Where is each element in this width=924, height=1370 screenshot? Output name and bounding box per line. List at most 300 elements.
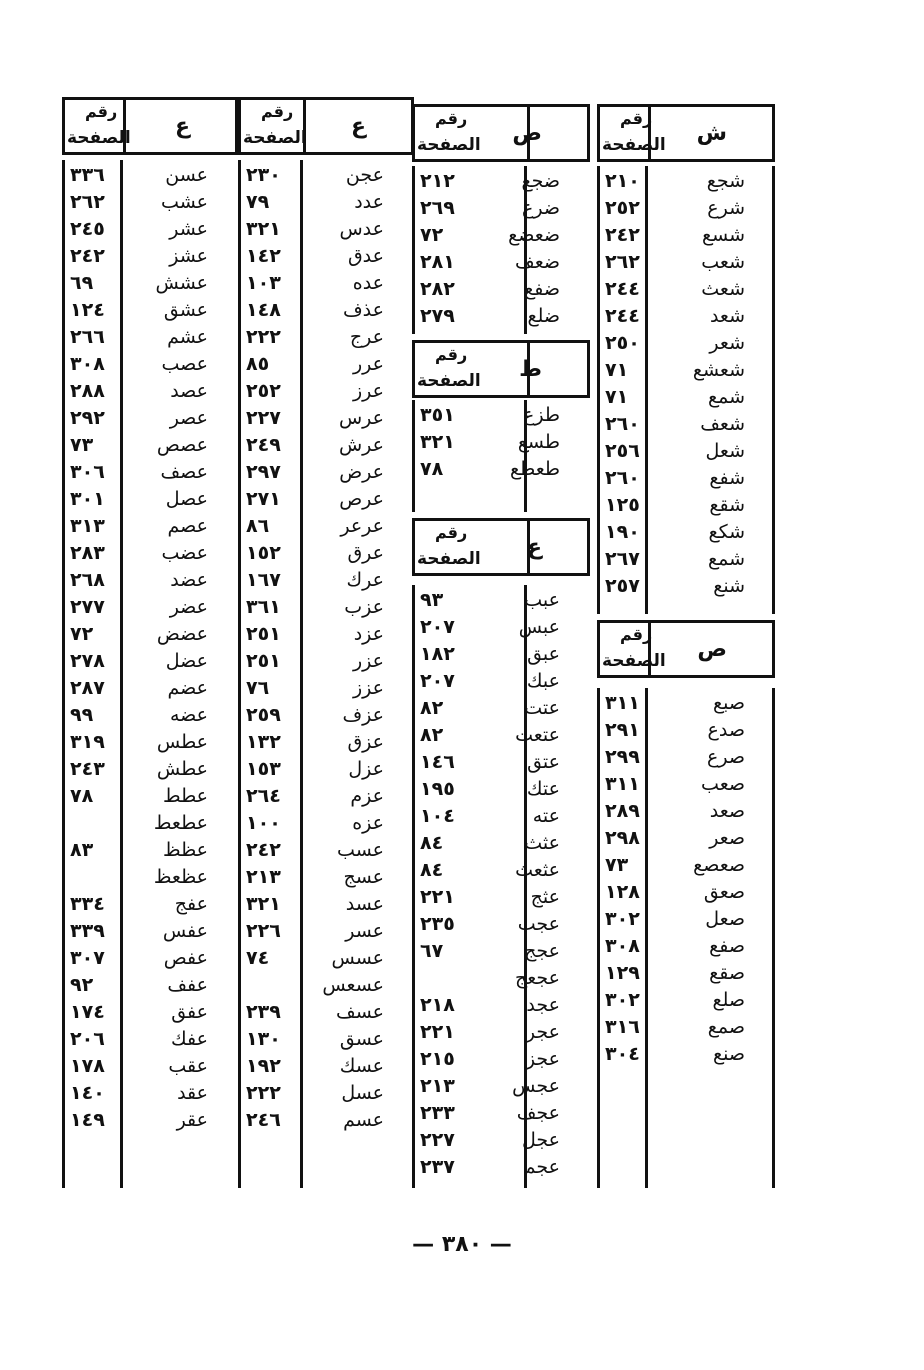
entry-page-number: ١٤٨ <box>246 299 281 321</box>
index-entry <box>238 515 414 542</box>
entry-page-number: ٢٩٨ <box>605 827 640 849</box>
header-letter: ع <box>350 114 366 139</box>
entry-root: عزل <box>348 758 384 780</box>
column-header <box>238 97 414 155</box>
entry-page-number: ٢٢٢ <box>246 1082 281 1104</box>
entry-root: صعد <box>709 800 745 822</box>
entry-page-number: ٢٣٧ <box>420 1156 455 1178</box>
entry-page-number: ١٤٦ <box>420 751 455 773</box>
entry-root: عطس <box>156 731 208 753</box>
index-entry <box>412 278 590 305</box>
index-entry <box>597 692 775 719</box>
entry-page-number: ٨٥ <box>246 353 270 375</box>
entry-page-number: ٦٧ <box>420 940 444 962</box>
entry-root: عثعث <box>515 859 560 881</box>
index-entry <box>238 785 414 812</box>
header-raqm: رقم <box>620 625 653 644</box>
index-entry <box>597 467 775 494</box>
entry-root: عرك <box>346 569 384 591</box>
entry-root: عجج <box>524 940 560 962</box>
entry-root: عرض <box>339 461 384 483</box>
entry-root: عفج <box>174 893 208 915</box>
entry-page-number: ١٥٣ <box>246 758 281 780</box>
header-raqm: رقم <box>435 523 468 542</box>
entry-page-number: ٢٥٠ <box>605 332 640 354</box>
index-entry <box>62 434 238 461</box>
entry-root: شعل <box>705 440 745 462</box>
entry-root: عشز <box>169 245 208 267</box>
entry-page-number: ١٥٢ <box>246 542 281 564</box>
entry-page-number: ٣٠٤ <box>605 1043 640 1065</box>
index-entry <box>597 224 775 251</box>
entry-page-number: ٢٥٢ <box>246 380 281 402</box>
index-entry <box>597 575 775 602</box>
entry-page-number: ٧٢ <box>70 623 94 645</box>
index-entry <box>62 1001 238 1028</box>
entry-root: ضفع <box>524 278 560 300</box>
header-letter: ع <box>526 535 542 560</box>
entry-root: عسد <box>345 893 384 915</box>
entry-page-number: ١٣٢ <box>246 731 281 753</box>
entry-page-number: ٨٢ <box>420 724 444 746</box>
entry-page-number: ٣٠٨ <box>605 935 640 957</box>
index-entry <box>238 677 414 704</box>
entry-page-number: ٣٦١ <box>246 596 281 618</box>
entry-page-number: ٢٥١ <box>246 650 281 672</box>
index-entry <box>597 1043 775 1070</box>
index-entry <box>597 935 775 962</box>
entry-root: عجز <box>525 1048 560 1070</box>
index-entry <box>412 1102 590 1129</box>
index-entry <box>412 940 590 967</box>
entry-page-number: ٦٩ <box>70 272 94 294</box>
index-entry <box>238 272 414 299</box>
index-entry <box>412 305 590 332</box>
entry-page-number: ٢٤٢ <box>605 224 640 246</box>
entry-root: عرس <box>338 407 384 429</box>
index-entry <box>238 1028 414 1055</box>
entry-root: صعق <box>703 881 745 903</box>
index-column <box>412 0 590 1370</box>
entry-root: عزر <box>353 650 384 672</box>
index-entry <box>238 245 414 272</box>
index-entry <box>62 380 238 407</box>
index-entry <box>238 1109 414 1136</box>
index-entry <box>597 197 775 224</box>
entry-page-number: ٢٦٨ <box>70 569 105 591</box>
index-entry <box>62 353 238 380</box>
index-entry <box>62 245 238 272</box>
entry-page-number: ٧٦ <box>246 677 270 699</box>
index-entry <box>597 548 775 575</box>
index-entry <box>412 1129 590 1156</box>
entry-page-number: ٢٢١ <box>420 886 455 908</box>
entry-page-number: ٢٣٣ <box>420 1102 455 1124</box>
index-entry <box>412 724 590 751</box>
entry-page-number: ٢٤٣ <box>70 758 105 780</box>
entry-root: عصد <box>170 380 208 402</box>
entry-root: عشش <box>155 272 208 294</box>
index-column <box>62 0 238 1370</box>
entry-root: عقد <box>177 1082 208 1104</box>
entry-page-number: ٩٩ <box>70 704 94 726</box>
entry-root: طعطع <box>510 458 560 480</box>
index-entry <box>238 191 414 218</box>
column-body <box>597 166 775 614</box>
index-entry <box>412 458 590 485</box>
entry-page-number: ٣١١ <box>605 773 640 795</box>
index-entry <box>238 218 414 245</box>
entry-root: صنع <box>713 1043 745 1065</box>
entry-root: عضد <box>170 569 208 591</box>
entry-page-number: ٣١٩ <box>70 731 105 753</box>
index-entry <box>597 746 775 773</box>
index-entry <box>238 974 414 1001</box>
index-entry <box>62 920 238 947</box>
entry-root: ضعضع <box>508 224 560 246</box>
index-entry <box>412 778 590 805</box>
index-entry <box>597 908 775 935</box>
index-entry <box>62 893 238 920</box>
entry-page-number: ٧٨ <box>420 458 444 480</box>
index-entry <box>412 832 590 859</box>
index-column <box>597 0 775 1370</box>
entry-root: شقع <box>709 494 745 516</box>
entry-root: عضب <box>161 542 208 564</box>
index-entry <box>412 404 590 431</box>
index-entry <box>62 164 238 191</box>
index-entry <box>62 218 238 245</box>
entry-page-number: ٣١١ <box>605 692 640 714</box>
entry-root: عسك <box>339 1055 384 1077</box>
index-entry <box>412 431 590 458</box>
entry-root: شمع <box>707 386 745 408</box>
entry-page-number: ٢٥٢ <box>605 197 640 219</box>
entry-root: عشق <box>163 299 208 321</box>
header-raqm: رقم <box>435 345 468 364</box>
entry-page-number: ١٤٢ <box>246 245 281 267</box>
entry-root: صدع <box>707 719 745 741</box>
entry-root: عصف <box>160 461 208 483</box>
entry-page-number: ٢٧٩ <box>420 305 455 327</box>
entry-page-number: ٣٢١ <box>420 431 455 453</box>
entry-root: عزم <box>350 785 384 807</box>
index-entry <box>62 461 238 488</box>
index-entry <box>597 413 775 440</box>
entry-root: طزع <box>523 404 560 426</box>
entry-root: شكع <box>708 521 745 543</box>
entry-page-number: ٢٢٢ <box>246 326 281 348</box>
index-entry <box>238 893 414 920</box>
column-header <box>412 340 590 398</box>
entry-root: عصص <box>156 434 208 456</box>
header-safha: الصفحة <box>602 135 666 155</box>
entry-page-number: ١٤٠ <box>70 1082 105 1104</box>
entry-page-number: ٨٤ <box>420 832 444 854</box>
index-entry <box>597 251 775 278</box>
entry-page-number: ٢٦٦ <box>70 326 105 348</box>
column-header <box>597 104 775 162</box>
entry-root: عصم <box>167 515 208 537</box>
index-entry <box>238 920 414 947</box>
entry-root: ضعف <box>515 251 560 273</box>
entry-page-number: ٨٢ <box>420 697 444 719</box>
index-entry <box>62 974 238 1001</box>
entry-root: شعث <box>701 278 745 300</box>
entry-page-number: ٢٤٢ <box>246 839 281 861</box>
index-entry <box>238 353 414 380</box>
entry-page-number: ٣٠٨ <box>70 353 105 375</box>
entry-page-number: ٧٨ <box>70 785 94 807</box>
entry-root: عرر <box>353 353 384 375</box>
entry-root: شمع <box>707 548 745 570</box>
entry-root: عفق <box>171 1001 208 1023</box>
index-entry <box>62 731 238 758</box>
entry-root: عرعر <box>340 515 384 537</box>
entry-page-number: ٣٠٧ <box>70 947 105 969</box>
index-entry <box>62 1055 238 1082</box>
index-entry <box>62 839 238 866</box>
index-entry <box>62 569 238 596</box>
entry-page-number: ٣٠٦ <box>70 461 105 483</box>
entry-root: شنع <box>713 575 745 597</box>
entry-root: عتك <box>526 778 560 800</box>
header-letter: ع <box>174 114 190 139</box>
entry-page-number: ١٢٩ <box>605 962 640 984</box>
entry-root: عضل <box>165 650 208 672</box>
entry-root: عجل <box>522 1129 560 1151</box>
entry-root: شعب <box>701 251 745 273</box>
entry-page-number: ١٢٥ <box>605 494 640 516</box>
entry-page-number: ٢٤٥ <box>70 218 105 240</box>
entry-page-number: ٢٠٦ <box>70 1028 105 1050</box>
index-entry <box>62 1109 238 1136</box>
entry-root: عجف <box>516 1102 560 1124</box>
entry-root: عرج <box>349 326 384 348</box>
entry-root: عجن <box>345 164 384 186</box>
entry-page-number: ٢١٢ <box>420 170 455 192</box>
entry-page-number: ٣٠٢ <box>605 908 640 930</box>
entry-page-number: ٢٥٦ <box>605 440 640 462</box>
index-entry <box>412 197 590 224</box>
index-entry <box>62 299 238 326</box>
header-letter: ض <box>512 121 542 146</box>
index-entry <box>597 773 775 800</box>
entry-root: صعر <box>709 827 745 849</box>
entry-root: عجر <box>525 1021 560 1043</box>
index-entry <box>597 1016 775 1043</box>
index-entry <box>412 994 590 1021</box>
index-entry <box>412 1048 590 1075</box>
entry-page-number: ٢٢١ <box>420 1021 455 1043</box>
index-entry <box>62 866 238 893</box>
entry-page-number: ٢٣٠ <box>246 164 281 186</box>
entry-page-number: ٢٨٩ <box>605 800 640 822</box>
entry-page-number: ٢٥١ <box>246 623 281 645</box>
entry-page-number: ١٩٠ <box>605 521 640 543</box>
column-header <box>597 620 775 678</box>
entry-root: عصب <box>161 353 208 375</box>
entry-root: عفف <box>167 974 208 996</box>
index-entry <box>62 1028 238 1055</box>
entry-root: عبق <box>527 643 560 665</box>
index-entry <box>597 962 775 989</box>
entry-root: عجس <box>512 1075 560 1097</box>
entry-page-number: ٢١٥ <box>420 1048 455 1070</box>
index-entry <box>62 758 238 785</box>
entry-page-number: ٢١٣ <box>246 866 281 888</box>
entry-root: عرص <box>339 488 384 510</box>
entry-root: عبس <box>518 616 560 638</box>
index-entry <box>238 1055 414 1082</box>
index-entry <box>238 839 414 866</box>
entry-root: صعب <box>701 773 745 795</box>
index-entry <box>238 299 414 326</box>
entry-page-number: ٢٦٤ <box>246 785 281 807</box>
index-entry <box>62 515 238 542</box>
entry-root: عقب <box>168 1055 208 1077</box>
entry-root: شفع <box>709 467 745 489</box>
entry-root: عصل <box>165 488 208 510</box>
entry-page-number: ٢٢٧ <box>420 1129 455 1151</box>
index-entry <box>62 272 238 299</box>
header-raqm: رقم <box>435 109 468 128</box>
index-entry <box>412 224 590 251</box>
entry-root: عفس <box>162 920 208 942</box>
entry-root: عظعظ <box>153 866 208 888</box>
entry-root: عجد <box>526 994 560 1016</box>
entry-page-number: ٢٦٢ <box>605 251 640 273</box>
entry-page-number: ٢٧١ <box>246 488 281 510</box>
entry-page-number: ٣٥١ <box>420 404 455 426</box>
entry-page-number: ٩٢ <box>70 974 94 996</box>
index-entry <box>597 359 775 386</box>
entry-root: عده <box>352 272 384 294</box>
index-entry <box>238 812 414 839</box>
index-entry <box>412 1021 590 1048</box>
index-entry <box>62 812 238 839</box>
column-body <box>412 166 590 334</box>
index-entry <box>62 596 238 623</box>
entry-page-number: ٢١٣ <box>420 1075 455 1097</box>
entry-root: عسل <box>341 1082 384 1104</box>
entry-page-number: ٢٩٧ <box>246 461 281 483</box>
entry-page-number: ٢٤٤ <box>605 278 640 300</box>
entry-root: عرز <box>353 380 384 402</box>
index-entry <box>412 1075 590 1102</box>
entry-root: عسم <box>343 1109 384 1131</box>
page-number: — ٣٨٠ — <box>412 1232 512 1257</box>
index-entry <box>238 434 414 461</box>
entry-page-number: ٢٤٤ <box>605 305 640 327</box>
entry-page-number: ٢٠٧ <box>420 616 455 638</box>
entry-root: عشم <box>167 326 208 348</box>
index-entry <box>597 800 775 827</box>
entry-root: عضر <box>169 596 208 618</box>
entry-root: عزب <box>344 596 384 618</box>
entry-page-number: ١٢٨ <box>605 881 640 903</box>
column-body <box>238 160 414 1188</box>
entry-page-number: ٧٣ <box>70 434 94 456</box>
entry-root: عذف <box>342 299 384 321</box>
entry-root: عشب <box>161 191 208 213</box>
entry-page-number: ١٢٤ <box>70 299 105 321</box>
index-entry <box>597 989 775 1016</box>
header-safha: الصفحة <box>417 549 481 569</box>
entry-root: عتعت <box>515 724 560 746</box>
entry-root: عصر <box>169 407 208 429</box>
entry-page-number: ٢٢٦ <box>246 920 281 942</box>
index-entry <box>412 967 590 994</box>
column-body <box>412 400 590 512</box>
entry-root: طسع <box>517 431 560 453</box>
header-safha: الصفحة <box>602 651 666 671</box>
column-header <box>412 518 590 576</box>
entry-page-number: ١٠٤ <box>420 805 455 827</box>
entry-page-number: ٣٢١ <box>246 218 281 240</box>
entry-root: عبك <box>526 670 560 692</box>
entry-root: عزق <box>347 731 384 753</box>
entry-root: عسق <box>339 1028 384 1050</box>
entry-root: صمع <box>707 1016 745 1038</box>
index-entry <box>238 380 414 407</box>
index-entry <box>238 542 414 569</box>
entry-root: شجع <box>706 170 745 192</box>
entry-page-number: ٣١٣ <box>70 515 105 537</box>
index-entry <box>597 881 775 908</box>
index-entry <box>412 886 590 913</box>
entry-page-number: ٢٩٩ <box>605 746 640 768</box>
entry-page-number: ٨٤ <box>420 859 444 881</box>
index-entry <box>597 854 775 881</box>
index-entry <box>238 758 414 785</box>
entry-root: عطط <box>163 785 208 807</box>
entry-page-number: ١٧٤ <box>70 1001 105 1023</box>
index-entry <box>597 521 775 548</box>
index-entry <box>62 191 238 218</box>
index-entry <box>62 704 238 731</box>
entry-root: عجم <box>523 1156 560 1178</box>
header-letter: ش <box>696 121 727 146</box>
column-body <box>412 585 590 1188</box>
entry-root: عسج <box>343 866 384 888</box>
entry-root: عزد <box>353 623 384 645</box>
entry-root: ضجع <box>521 170 560 192</box>
index-entry <box>62 326 238 353</box>
index-entry <box>62 623 238 650</box>
index-entry <box>597 170 775 197</box>
entry-root: عضه <box>170 704 208 726</box>
entry-page-number: ٢٨١ <box>420 251 455 273</box>
entry-page-number: ٢٦٠ <box>605 467 640 489</box>
index-entry <box>238 569 414 596</box>
entry-page-number: ١٠٠ <box>246 812 281 834</box>
entry-root: صلع <box>712 989 745 1011</box>
index-entry <box>238 164 414 191</box>
entry-root: عته <box>532 805 560 827</box>
entry-root: شعشع <box>692 359 745 381</box>
entry-page-number: ٢٩١ <box>605 719 640 741</box>
index-entry <box>238 947 414 974</box>
entry-page-number: ٢٨٢ <box>420 278 455 300</box>
entry-root: صعصع <box>693 854 745 876</box>
entry-page-number: ٢٩٢ <box>70 407 105 429</box>
header-raqm: رقم <box>85 102 118 121</box>
entry-page-number: ١٨٢ <box>420 643 455 665</box>
entry-page-number: ٧٣ <box>605 854 629 876</box>
entry-root: عسب <box>337 839 384 861</box>
entry-root: صبع <box>713 692 745 714</box>
